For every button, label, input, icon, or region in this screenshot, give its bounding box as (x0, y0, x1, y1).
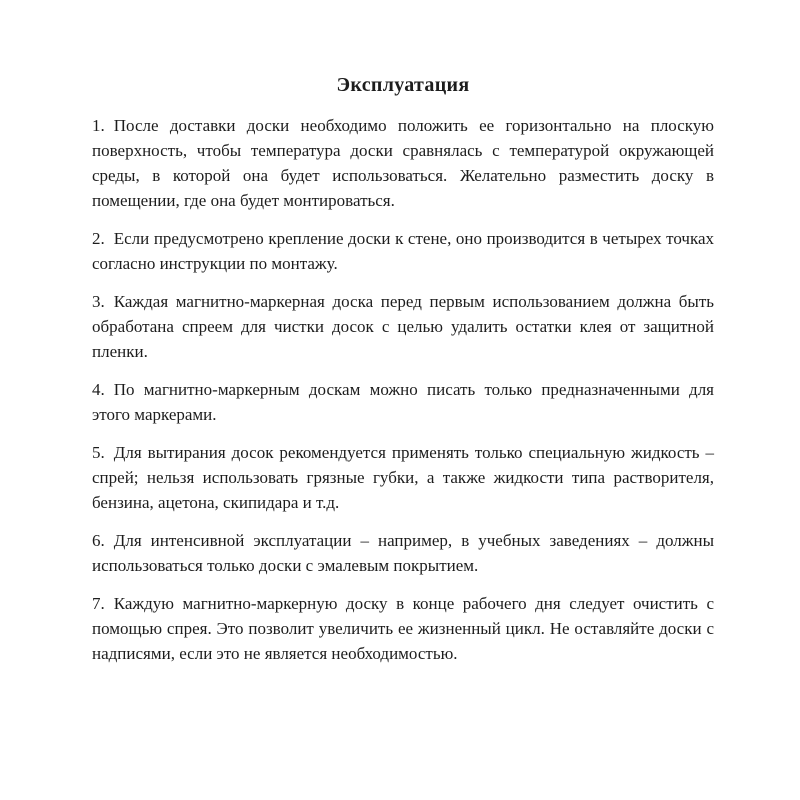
list-item (92, 289, 714, 364)
list-item-number: 1. (92, 116, 105, 135)
list-item-text: Для вытирания досок рекомендуется применять только специальную жидкость – спрей; нельзя использовать грязные губки, а также жидкости типа растворителя, бензина, ацетона, скипидара и т.д. (92, 443, 714, 512)
list-item-number: 3. (92, 292, 105, 311)
list-item-text: Для интенсивной эксплуатации – например, в учебных заведениях – должны использоваться только доски с эмалевым покрытием. (92, 531, 714, 575)
list-item-number: 4. (92, 380, 105, 399)
list-item (92, 226, 714, 276)
list-item-text: После доставки доски необходимо положить ее горизонтально на плоскую поверхность, чтобы температура доски сравнялась с температурой окружающей среды, в которой она будет использоваться. Желательно разместить доску в помещении, где она будет монтироваться. (92, 116, 714, 210)
list-item-number: 6. (92, 531, 105, 550)
list-item-number: 7. (92, 594, 105, 613)
list-item (92, 440, 714, 515)
list-item-number: 5. (92, 443, 105, 462)
list-item-text: Каждую магнитно-маркерную доску в конце рабочего дня следует очистить с помощью спрея. Это позволит увеличить ее жизненный цикл. Не оставляйте доски с надписями, если это не является необходимостью. (92, 594, 714, 663)
list-item-number: 2. (92, 229, 105, 248)
list-item (92, 591, 714, 666)
list-item (92, 113, 714, 213)
list-item-text: Каждая магнитно-маркерная доска перед первым использованием должна быть обработана спреем для чистки досок с целью удалить остатки клея от защитной пленки. (92, 292, 714, 361)
page-title: Эксплуатация (336, 74, 470, 96)
list-item-text: По магнитно-маркерным доскам можно писать только предназначенными для этого маркерами. (92, 380, 714, 424)
list-item (92, 528, 714, 578)
list-item (92, 377, 714, 427)
list-item-text: Если предусмотрено крепление доски к стене, оно производится в четырех точках согласно инструкции по монтажу. (92, 229, 714, 273)
